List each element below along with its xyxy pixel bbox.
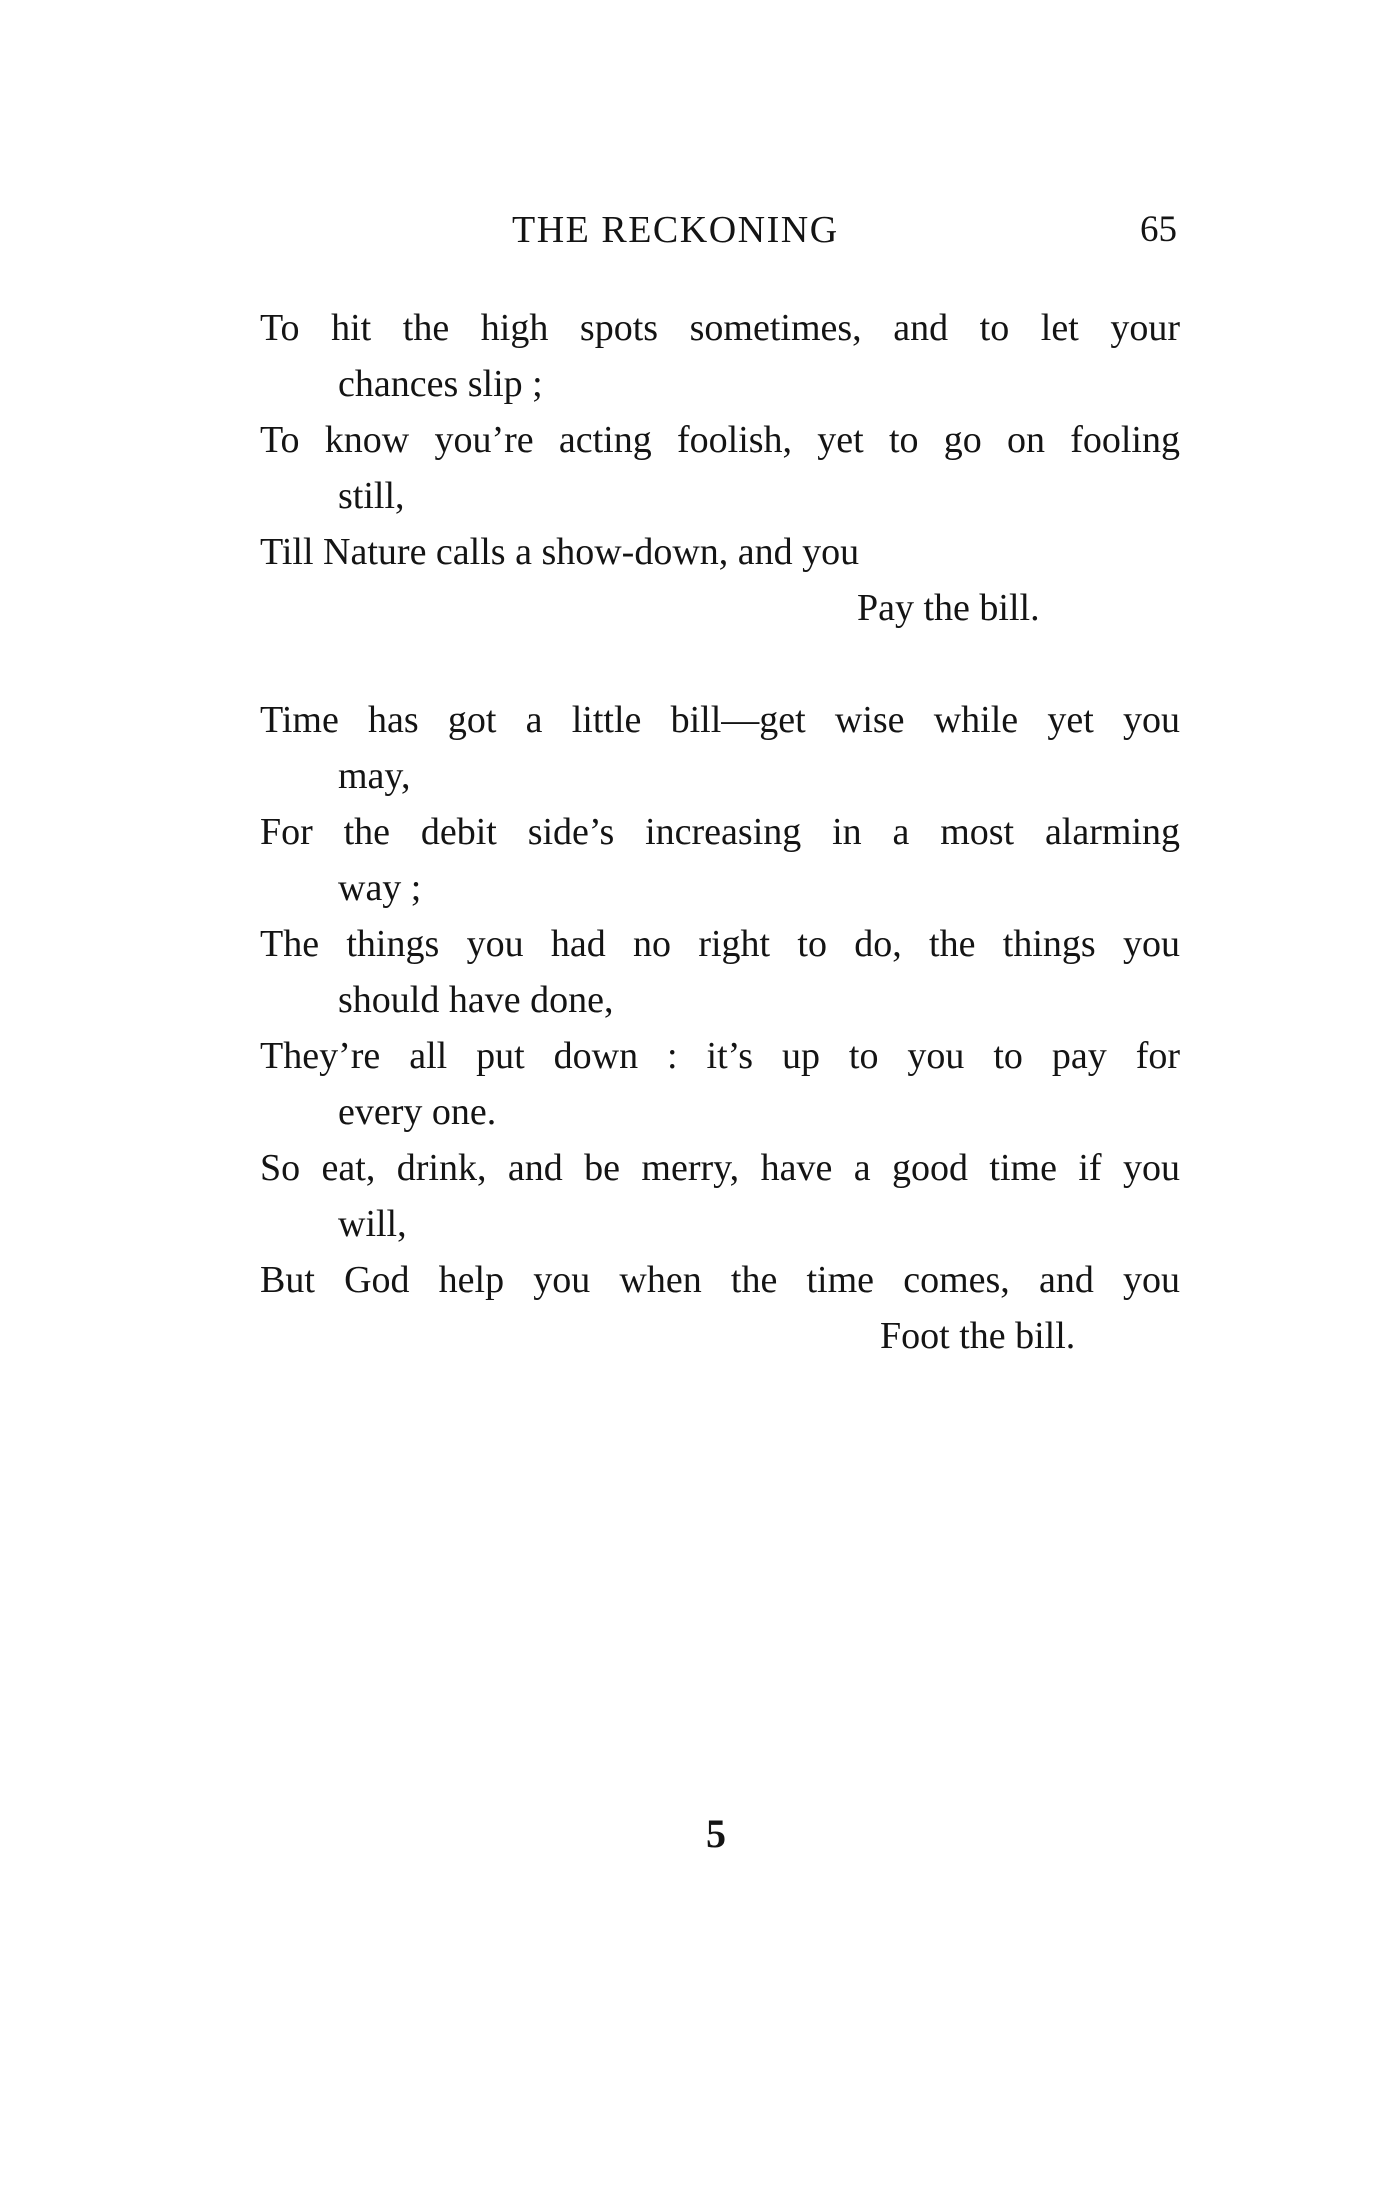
- verse-line: But God help you when the time comes, and you: [260, 1259, 1180, 1301]
- verse-line: For the debit side’s increasing in a most alarming: [260, 811, 1180, 853]
- verse-line-continuation: will,: [338, 1203, 407, 1245]
- printer-signature-mark: 5: [706, 1811, 726, 1856]
- verse-line-continuation: should have done,: [338, 979, 614, 1021]
- verse-line-continuation: still,: [338, 475, 405, 517]
- verse-refrain: Pay the bill.: [857, 587, 1040, 629]
- verse-refrain: Foot the bill.: [880, 1315, 1076, 1357]
- verse-line: They’re all put down : it’s up to you to pay for: [260, 1035, 1180, 1077]
- verse-line: To know you’re acting foolish, yet to go on fooling: [260, 419, 1180, 461]
- verse-line-continuation: way ;: [338, 867, 422, 909]
- verse-line-continuation: may,: [338, 755, 411, 797]
- verse-line: Time has got a little bill—get wise while yet you: [260, 699, 1180, 741]
- verse-line-continuation: chances slip ;: [338, 363, 543, 405]
- verse-line: So eat, drink, and be merry, have a good time if you: [260, 1147, 1180, 1189]
- running-title: THE RECKONING: [512, 209, 839, 251]
- verse-line: Till Nature calls a show-down, and you: [260, 531, 860, 573]
- verse-line-continuation: every one.: [338, 1091, 497, 1133]
- verse-line: To hit the high spots sometimes, and to let your: [260, 307, 1180, 349]
- page-number: 65: [1140, 209, 1177, 250]
- verse-line: The things you had no right to do, the things you: [260, 923, 1180, 965]
